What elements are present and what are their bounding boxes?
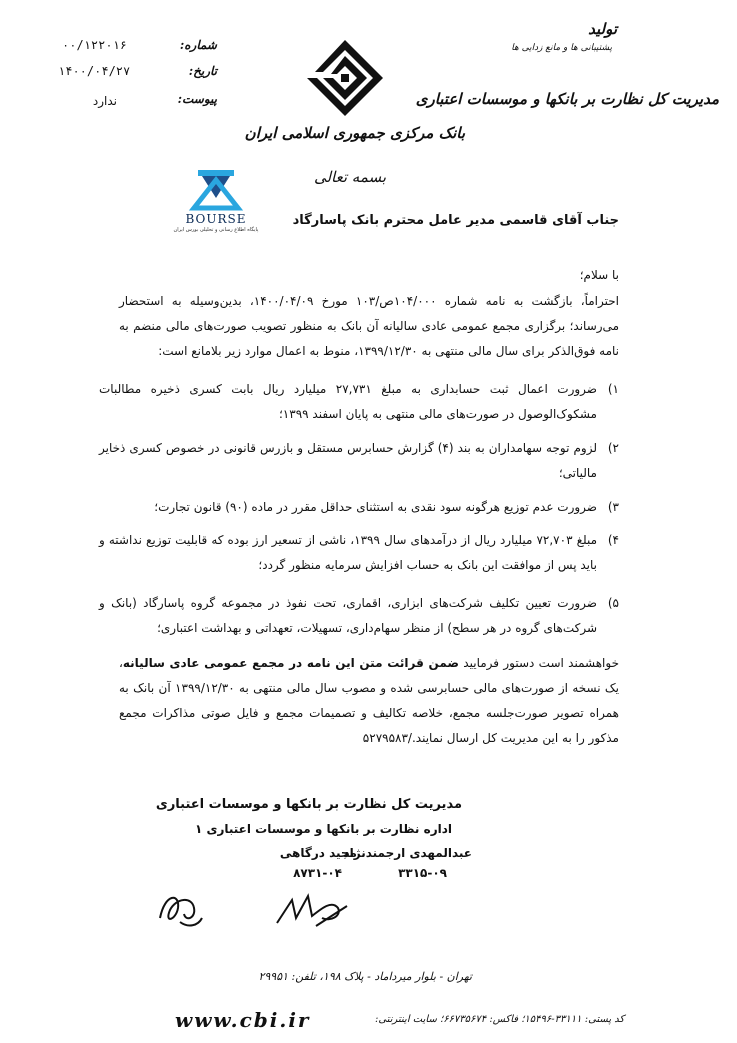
date-label: تاریخ: (188, 64, 217, 78)
department-title: مدیریت کل نظارت بر بانکها و موسسات اعتباری (415, 90, 719, 108)
footer-website[interactable]: www.cbi.ir (175, 1008, 311, 1032)
greeting: با سلام؛ (579, 268, 619, 282)
signer-a-name: مجید درگاهی (279, 846, 357, 860)
list-item (99, 436, 619, 486)
item-number: ۱) (607, 382, 619, 396)
signature-a (150, 888, 210, 933)
closing-text-b: ، یک نسخه از صورت‌های مالی حسابرسی شده و مصوب سال مالی منتهی به ۱۳۹۹/۱۲/۳۰ آن بانک به همراه تصویر صورت‌جلسه مجمع، خلاصه تکالیف و تصمیمات مجمع و فایل صوتی مذاکرات مجمع مذکور را به این مدیریت کل ارسال نمایند./۵۲۷۹۵۸۳ (119, 656, 619, 745)
number-label: شماره: (179, 38, 217, 52)
item-number: ۴) (607, 533, 619, 547)
bismillah: بسمه تعالی (313, 168, 387, 186)
letter-number: ۰۰/۱۲۲۰۱۶ (62, 38, 128, 52)
bourse-subtitle: پایگاه اطلاع رسانی و تحلیلی بورس ایران (173, 227, 259, 233)
attachment-value: ندارد (92, 94, 117, 108)
slogan: تولید (588, 20, 617, 38)
item-number: ۲) (607, 441, 619, 455)
item-text: ضرورت اعمال ثبت حسابداری به مبلغ ۲۷,۷۳۱ میلیارد ریال بابت کسری ذخیره مطالبات مشکوک‌الوصول در صورت‌های مالی منتهی به پایان اسفند ۱۳۹۹؛ (99, 382, 597, 421)
signatory-division: اداره نظارت بر بانکها و موسسات اعتباری ۱ (194, 822, 452, 836)
item-number: ۵) (607, 596, 619, 610)
addressee: جناب آقای قاسمی مدیر عامل محترم بانک پاسارگاد (292, 213, 619, 228)
item-text: ضرورت عدم توزیع هرگونه سود نقدی به استثنای حداقل مقرر در ماده (۹۰) قانون تجارت؛ (154, 500, 597, 514)
bank-name: بانک مرکزی جمهوری اسلامی ایران (244, 124, 465, 142)
closing-paragraph (119, 651, 619, 751)
intro-paragraph: احتراماً، بازگشت به نامه شماره ۱۰۴/۰۰۰ص/۱۰۳ مورخ ۱۴۰۰/۰۴/۰۹، بدین‌وسیله به استحضار می‌رساند؛ برگزاری مجمع عمومی عادی سالیانه آن بانک به منظور تصویب صورت‌های مالی منضم به نامه فوق‌الذکر برای سال مالی منتهی به ۱۳۹۹/۱۲/۳۰، منوط به اعمال موارد زیر بلامانع است: (119, 294, 619, 358)
bourse-name: BOURSE (185, 212, 247, 226)
footer-contact: کد پستی: ۳۳۱۱۱-۱۵۴۹۶؛ فاکس: ۶۶۷۳۵۶۷۴؛ سایت اینترنتی: (375, 1014, 625, 1025)
item-number: ۳) (607, 500, 619, 514)
item-text: ضرورت تعیین تکلیف شرکت‌های ابزاری، اقماری، تحت نفوذ در مجموعه گروه پاسارگاد (بانک و شرکت‌های گروه در هر سطح) از منظر سهام‌داری، تسهیلات، تعهداتی و بهداشت اعتباری؛ (99, 596, 597, 635)
attachment-label: پیوست: (177, 92, 217, 106)
signature-b (272, 888, 352, 933)
signer-b-name: عبدالمهدی ارجمندنژاد (343, 846, 472, 860)
slogan-subtitle: پشتیبانی ها و مانع زدایی ها (511, 43, 612, 53)
footer-address: تهران - بلوار میرداماد - پلاک ۱۹۸، تلفن: ۲۹۹۵۱ (258, 970, 472, 983)
item-text: مبلغ ۷۲,۷۰۳ میلیارد ریال از درآمدهای سال ۱۳۹۹، ناشی از تسعیر ارز بوده که قابلیت توزیع نداشته و باید پس از موافقت این بانک به حساب افزایش سرمایه منظور گردد؛ (99, 533, 597, 572)
letter-date: ۱۴۰۰/۰۴/۲۷ (58, 64, 131, 78)
signer-a-code: ۸۷۳۱-۰۴ (293, 866, 342, 880)
list-item (99, 528, 619, 578)
list-item (99, 495, 619, 520)
central-bank-emblem-icon (305, 38, 385, 118)
closing-emphasis: ضمن قرائت متن این نامه در مجمع عمومی عادی سالیانه (122, 656, 459, 670)
item-text: لزوم توجه سهامداران به بند (۴) گزارش حسابرس مستقل و بازرس قانونی در خصوص کسری ذخایر مالیاتی؛ (99, 441, 597, 480)
closing-text-a: خواهشمند است دستور فرمایید (458, 656, 619, 670)
signer-b-code: ۳۳۱۵-۰۹ (398, 866, 447, 880)
signatory-office: مدیریت کل نظارت بر بانکها و موسسات اعتباری (155, 797, 462, 812)
list-item (99, 377, 619, 427)
list-item (99, 591, 619, 641)
